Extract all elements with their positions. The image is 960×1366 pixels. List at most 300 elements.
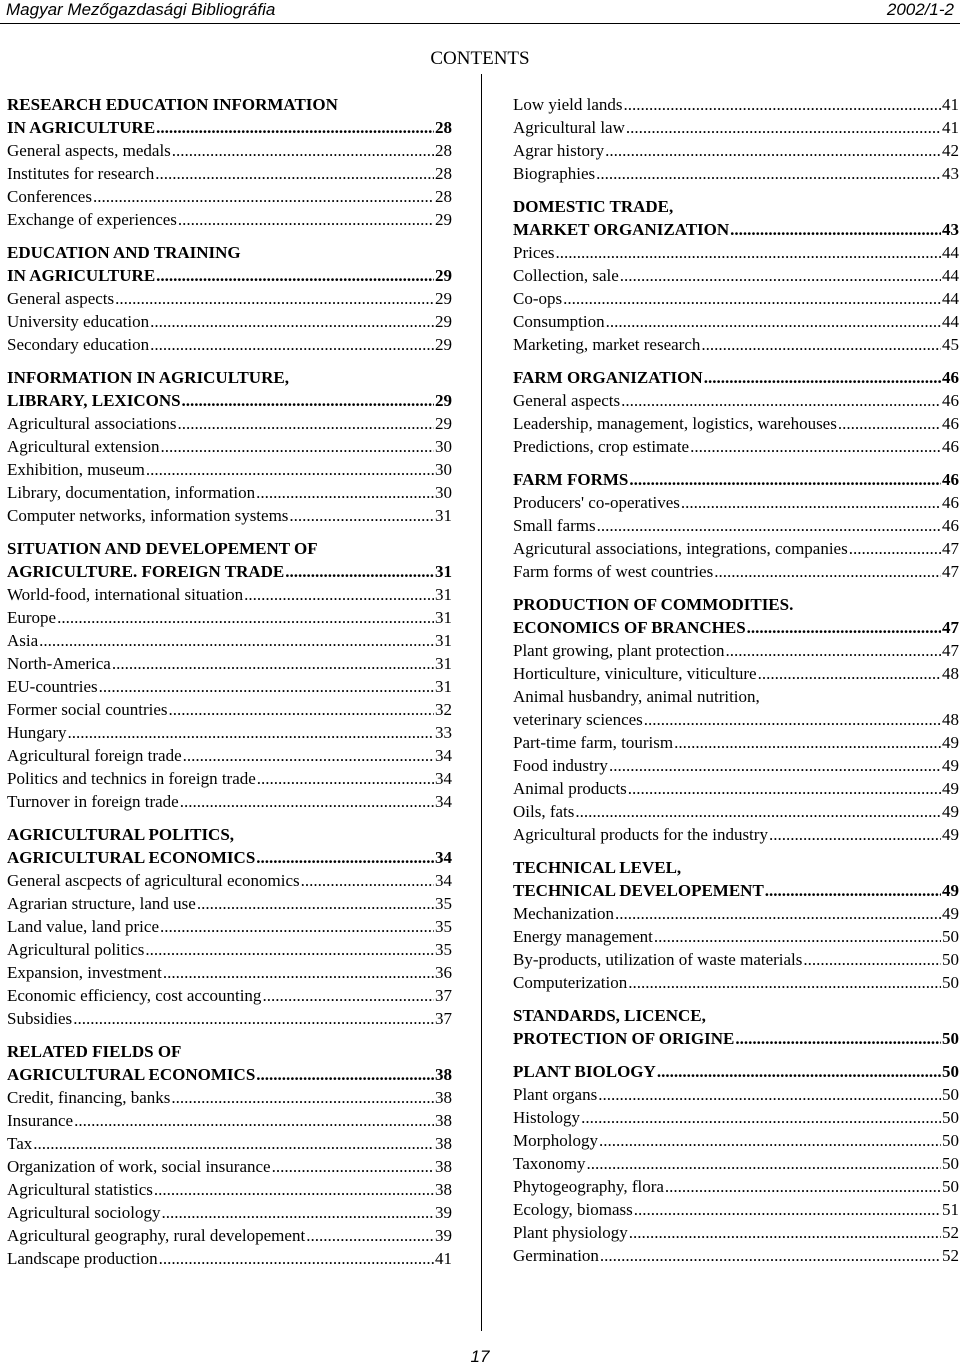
toc-entry [513,1129,959,1152]
toc-entry [513,93,959,116]
section-heading-entry [513,1060,959,1083]
toc-entry [513,537,959,560]
dot-leader [285,560,434,583]
toc-entry-label: Tax [7,1134,33,1153]
toc-entry [7,1132,452,1155]
toc-entry-label: World-food, international situation [7,585,244,604]
entry-list [7,412,452,527]
toc-entry-page: 28 [435,164,452,183]
toc-entry [513,1083,959,1106]
dot-leader [169,698,434,721]
right-section [513,93,959,185]
section-heading-entry [513,366,959,389]
section-heading-line: SITUATION AND DEVELOPEMENT OF [7,539,318,558]
toc-entry-page: 31 [435,608,452,627]
running-header [0,0,960,24]
toc-entry [513,662,959,685]
toc-entry-page: 28 [435,141,452,160]
dot-leader [657,1060,941,1083]
toc-entry-label: General aspects [513,391,621,410]
toc-entry-page: 49 [942,904,959,923]
toc-entry [7,1178,452,1201]
section-heading-line: PRODUCTION OF COMMODITIES. [513,595,794,614]
section-heading [7,366,452,412]
dot-leader [154,1178,434,1201]
toc-entry-label: Predictions, crop estimate [513,437,690,456]
toc-entry [7,629,452,652]
entry-list [513,389,959,458]
toc-entry-page: 44 [942,243,959,262]
section-heading-entry [513,879,959,902]
toc-entry [7,458,452,481]
toc-entry-label: Co-ops [513,289,563,308]
toc-entry-page: 36 [435,963,452,982]
toc-entry-label: Agricultural associations [7,414,177,433]
toc-entry-label: Agricultural geography, rural developement [7,1226,306,1245]
dot-leader [726,639,941,662]
dot-leader [150,333,434,356]
toc-entry-page: 39 [435,1203,452,1222]
issue-number: 2002/1-2 [886,0,954,19]
section-heading-entry-page: 28 [435,118,452,137]
toc-entry-page: 50 [942,1131,959,1150]
toc-entry-page: 33 [435,723,452,742]
toc-entry-label: Ecology, biomass [513,1200,633,1219]
toc-entry [513,1198,959,1221]
toc-entry-page: 44 [942,289,959,308]
toc-entry [513,333,959,356]
toc-entry-label: General ascpects of agricultural economics [7,871,300,890]
section-heading-entry-page: 46 [942,470,959,489]
toc-entry-page: 46 [942,414,959,433]
toc-entry [7,185,452,208]
dot-leader [172,139,434,162]
toc-entry-label: Plant organs [513,1085,598,1104]
toc-entry [7,412,452,435]
toc-entry-label: Agricultural law [513,118,625,137]
toc-entry-page: 31 [435,585,452,604]
toc-entry [7,310,452,333]
toc-entry [7,721,452,744]
toc-entry-label: Agricultural foreign trade [7,746,182,765]
toc-entry-page: 49 [942,825,959,844]
toc-entry-page: 42 [942,141,959,160]
toc-entry-label: Computer networks, information systems [7,506,289,525]
toc-entry-page: 29 [435,335,452,354]
dot-leader [654,925,941,948]
toc-entry-label: Institutes for research [7,164,155,183]
dot-leader [838,412,941,435]
toc-entry-label: Biographies [513,164,596,183]
toc-entry-label: General aspects [7,289,115,308]
section-heading-entry-label: MARKET ORGANIZATION [513,220,730,239]
section-heading-line: EDUCATION AND TRAINING [7,243,241,262]
toc-entry [513,435,959,458]
toc-entry-label: Mechanization [513,904,615,923]
toc-entry-label: Credit, financing, banks [7,1088,171,1107]
section-heading-entry-page: 46 [942,368,959,387]
right-section [513,468,959,583]
dot-leader [93,185,434,208]
section-heading-entry-label: LIBRARY, LEXICONS [7,391,181,410]
toc-entry [513,389,959,412]
toc-entry-page: 31 [435,506,452,525]
dot-leader [57,606,434,629]
dot-leader [730,218,941,241]
dot-leader [146,458,434,481]
dot-leader [178,412,435,435]
section-heading [513,468,959,491]
section-heading [513,195,959,241]
toc-entry-page: 38 [435,1180,452,1199]
dot-leader [197,892,434,915]
dot-leader [161,1201,434,1224]
toc-entry [513,514,959,537]
dot-leader [256,481,434,504]
toc-entry [7,698,452,721]
toc-entry-label: Plant physiology [513,1223,628,1242]
toc-entry-page: 46 [942,493,959,512]
toc-entry-label: Agricultural politics [7,940,145,959]
toc-entry-page: 50 [942,973,959,992]
dot-leader [171,1086,434,1109]
toc-entry [513,287,959,310]
dot-leader [600,1244,941,1267]
toc-entry-page: 49 [942,756,959,775]
toc-entry-label-line: Animal husbandry, animal nutrition, [513,687,760,706]
toc-entry-page: 41 [942,95,959,114]
dot-leader [628,777,941,800]
toc-entry-label: EU-countries [7,677,98,696]
dot-leader [586,1152,941,1175]
toc-entry-page: 46 [942,391,959,410]
entry-list [7,583,452,813]
toc-entry [7,1247,452,1270]
left-section [7,823,452,1030]
section-heading-entry-label: FARM FORMS [513,470,629,489]
toc-entry-page: 52 [942,1246,959,1265]
left-section [7,537,452,813]
toc-entry-label: Marketing, market research [513,335,701,354]
toc-entry-label: Agricutural associations, integrations, companies [513,539,848,558]
toc-entry-label: Politics and technics in foreign trade [7,769,256,788]
toc-entry-page: 37 [435,1009,452,1028]
section-heading-entry [7,1063,452,1086]
dot-leader [115,287,434,310]
dot-leader [597,514,941,537]
toc-entry [513,823,959,846]
section-heading [513,1060,959,1083]
dot-leader [704,366,941,389]
toc-entry [7,1109,452,1132]
section-heading-line: INFORMATION IN AGRICULTURE, [7,368,289,387]
section-heading-line: RELATED FIELDS OF [7,1042,182,1061]
dot-leader [765,879,941,902]
dot-leader [575,800,941,823]
toc-entry-label: Animal products [513,779,627,798]
dot-leader [629,468,941,491]
dot-leader [182,389,434,412]
toc-entry-label: Small farms [513,516,596,535]
dot-leader [620,264,941,287]
toc-entry-label: Exhibition, museum [7,460,145,479]
toc-entry [513,639,959,662]
toc-entry [7,869,452,892]
left-section [7,1040,452,1270]
section-heading-entry [513,1027,959,1050]
right-section [513,366,959,458]
section-heading-entry [7,846,452,869]
dot-leader [690,435,941,458]
toc-entry-page: 46 [942,437,959,456]
section-heading [513,366,959,389]
dot-leader [606,310,941,333]
toc-entry-label: Former social countries [7,700,168,719]
section-heading-entry-page: 50 [942,1062,959,1081]
dot-leader [849,537,941,560]
entry-list [7,1086,452,1270]
entry-list [513,1083,959,1267]
toc-entry [7,961,452,984]
toc-entry-label: North-America [7,654,111,673]
dot-leader [163,961,434,984]
dot-leader [180,790,434,813]
entry-list [513,639,959,846]
toc-entry [7,333,452,356]
toc-entry-page: 48 [942,664,959,683]
dot-leader [628,971,941,994]
dot-leader [301,869,434,892]
section-heading-entry-page: 49 [942,881,959,900]
toc-entry [7,790,452,813]
toc-entry-page: 41 [435,1249,452,1268]
dot-leader [758,662,941,685]
toc-entry [513,560,959,583]
section-heading-entry-page: 47 [942,618,959,637]
toc-entry-label: Collection, sale [513,266,619,285]
dot-leader [563,287,941,310]
toc-entry-page: 31 [435,631,452,650]
toc-entry-page: 43 [942,164,959,183]
dot-leader [178,208,434,231]
toc-entry [513,948,959,971]
entry-list [513,93,959,185]
section-heading-entry-label: TECHNICAL DEVELOPEMENT [513,881,764,900]
section-heading [513,593,959,639]
dot-leader [624,93,941,116]
toc-entry [513,754,959,777]
toc-entry [7,1201,452,1224]
section-heading-entry-label: AGRICULTURAL ECONOMICS [7,848,256,867]
toc-entry [513,310,959,333]
toc-entry-label: Taxonomy [513,1154,586,1173]
toc-entry-label: Agricultural extension [7,437,160,456]
dot-leader [257,767,434,790]
toc-entry-label: Library, documentation, information [7,483,256,502]
toc-entry-page: 44 [942,266,959,285]
dot-leader [599,1129,941,1152]
toc-entry [513,777,959,800]
toc-entry [513,412,959,435]
toc-entry-label: Histology [513,1108,581,1127]
section-heading-entry-page: 50 [942,1029,959,1048]
toc-entry [513,139,959,162]
toc-entry [7,481,452,504]
toc-entry [7,984,452,1007]
toc-entry-page: 50 [942,1177,959,1196]
toc-entry-page: 49 [942,802,959,821]
toc-entry [7,1086,452,1109]
section-heading-entry [7,560,452,583]
toc-entry-page: 37 [435,986,452,1005]
left-section [7,241,452,356]
left-column [7,93,452,1280]
toc-entry-label: Low yield lands [513,95,623,114]
left-section [7,366,452,527]
toc-entry-page: 46 [942,516,959,535]
toc-entry-page: 38 [435,1157,452,1176]
toc-entry-page: 50 [942,1085,959,1104]
right-section [513,195,959,356]
entry-list [513,902,959,994]
toc-entry-page: 29 [435,210,452,229]
toc-entry-label: Phytogeography, flora [513,1177,664,1196]
dot-leader [73,1007,434,1030]
toc-entry-label: Prices [513,243,555,262]
section-heading-entry-page: 38 [435,1065,452,1084]
page-title: CONTENTS [430,48,530,69]
section-heading-entry-label: AGRICULTURAL ECONOMICS [7,1065,256,1084]
section-heading-entry-label: PROTECTION OF ORIGINE [513,1029,735,1048]
toc-entry [513,1221,959,1244]
dot-leader [272,1155,434,1178]
dot-leader [39,629,434,652]
section-heading [7,93,452,139]
toc-entry-label: Land value, land price [7,917,159,936]
toc-entry-label: Agricultural statistics [7,1180,153,1199]
toc-entry-page: 34 [435,769,452,788]
toc-entry-label: Conferences [7,187,92,206]
dot-leader [289,504,434,527]
dot-leader [161,435,435,458]
toc-entry-label: Germination [513,1246,599,1265]
dot-leader [67,721,434,744]
toc-entry-label: Turnover in foreign trade [7,792,179,811]
entry-list [7,869,452,1030]
toc-entry [7,1155,452,1178]
toc-entry [7,139,452,162]
toc-entry-label: University education [7,312,150,331]
toc-entry-page: 31 [435,677,452,696]
toc-entry-line-label: veterinary sciences [513,710,643,729]
right-section [513,856,959,994]
section-heading [7,241,452,287]
dot-leader [556,241,941,264]
dot-leader [681,491,941,514]
dot-leader [644,708,941,731]
dot-leader [803,948,941,971]
dot-leader [634,1198,941,1221]
toc-entry-label: Consumption [513,312,605,331]
toc-entry [7,675,452,698]
section-heading-entry-label: FARM ORGANIZATION [513,368,703,387]
toc-entry [7,938,452,961]
toc-entry-line-page: 48 [942,710,959,729]
toc-entry-page: 28 [435,187,452,206]
right-section [513,1004,959,1050]
toc-entry-label: Exchange of experiences [7,210,177,229]
toc-entry-label: Hungary [7,723,67,742]
section-heading-entry-page: 29 [435,391,452,410]
toc-entry-page: 38 [435,1088,452,1107]
section-heading-entry-page: 43 [942,220,959,239]
dot-leader [306,1224,434,1247]
right-column [513,93,959,1277]
toc-entry [513,800,959,823]
column-divider [481,74,482,1331]
dot-leader [665,1175,941,1198]
toc-entry-line [513,708,959,731]
dot-leader [99,675,434,698]
toc-entry [7,652,452,675]
section-heading-line: AGRICULTURAL POLITICS, [7,825,235,844]
section-heading-entry-label: IN AGRICULTURE [7,266,156,285]
toc-entry-label: General aspects, medals [7,141,171,160]
toc-entry-page: 45 [942,335,959,354]
toc-entry-page: 50 [942,1154,959,1173]
toc-entry-page: 29 [435,312,452,331]
toc-entry-page: 51 [942,1200,959,1219]
dot-leader [735,1027,941,1050]
toc-entry-page: 35 [435,940,452,959]
toc-entry [513,902,959,925]
toc-entry-label: Plant growing, plant protection [513,641,725,660]
toc-entry [7,606,452,629]
toc-entry [513,731,959,754]
toc-entry-label: By-products, utilization of waste materials [513,950,803,969]
toc-entry-label: Horticulture, viniculture, viticulture [513,664,757,683]
toc-entry [513,685,959,731]
toc-entry [7,435,452,458]
toc-entry-label: Leadership, management, logistics, warehouses [513,414,837,433]
dot-leader [626,116,941,139]
dot-leader [769,823,941,846]
toc-entry-page: 32 [435,700,452,719]
toc-entry-label: Agricultural sociology [7,1203,161,1222]
dot-leader [605,139,941,162]
toc-entry-label: Secondary education [7,335,150,354]
dot-leader [615,902,941,925]
toc-entry-page: 44 [942,312,959,331]
section-heading-line: TECHNICAL LEVEL, [513,858,682,877]
dot-leader [183,744,434,767]
section-heading [513,1004,959,1050]
toc-entry-label: Part-time farm, tourism [513,733,674,752]
section-heading-entry-page: 31 [435,562,452,581]
toc-entry [513,925,959,948]
toc-entry [7,767,452,790]
section-heading-entry-page: 29 [435,266,452,285]
toc-entry [513,1106,959,1129]
right-section [513,593,959,846]
entry-list [7,139,452,231]
dot-leader [581,1106,941,1129]
entry-list [7,287,452,356]
dot-leader [256,846,434,869]
toc-entry [7,287,452,310]
toc-entry-page: 39 [435,1226,452,1245]
toc-entry [513,491,959,514]
